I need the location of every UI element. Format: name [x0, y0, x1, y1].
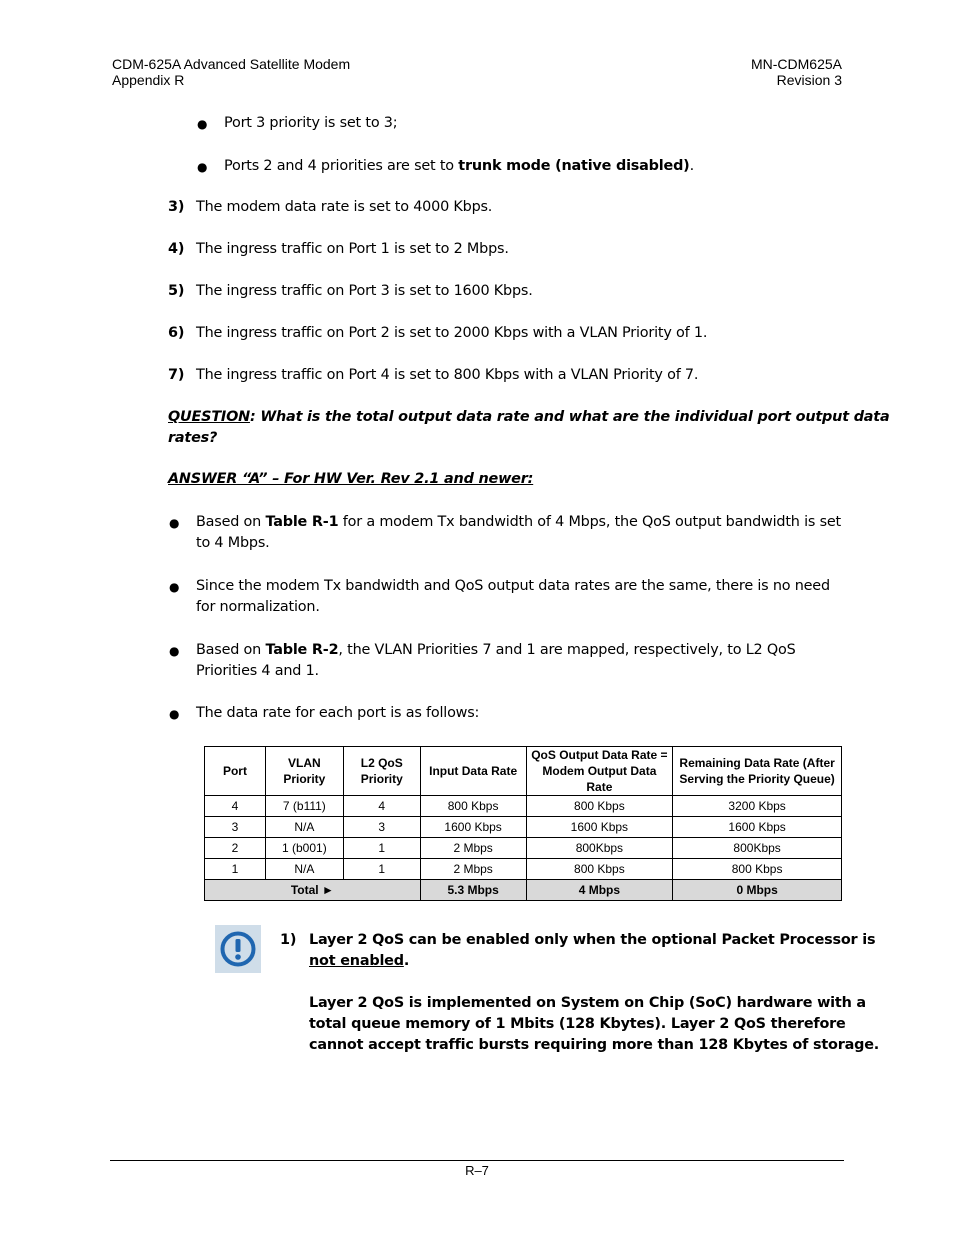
bullet-dot: ● — [169, 516, 180, 530]
answer-bullet-table-r2 — [196, 640, 796, 682]
cell-l2qos-priority: 1 — [343, 859, 420, 880]
col-header-vlan-priority: VLAN Priority — [265, 747, 343, 796]
bullet-text: Based on — [196, 514, 266, 530]
note-spacer — [309, 972, 879, 993]
bullet-dot: ● — [169, 644, 180, 658]
question-text: : What is the total output data rate and what are the individual port output data — [249, 409, 890, 425]
cell-vlan-priority: 1 (b001) — [265, 838, 343, 859]
step-number: 3) — [168, 199, 185, 215]
bullet-dot: ● — [197, 117, 208, 131]
bullet-text: . — [689, 158, 694, 174]
table-row — [205, 817, 842, 838]
cell-output-rate: 800 Kbps — [526, 859, 673, 880]
table-ref: Table R-1 — [265, 514, 339, 530]
cell-port: 4 — [205, 796, 266, 817]
answer-bullet-table-r1 — [196, 512, 841, 554]
page-number: R–7 — [465, 1163, 489, 1178]
total-input-rate: 5.3 Mbps — [420, 880, 526, 901]
table-row — [205, 838, 842, 859]
data-rate-table — [204, 746, 842, 901]
total-output-rate: 4 Mbps — [526, 880, 673, 901]
cell-remaining-rate: 800 Kbps — [673, 859, 842, 880]
step-number: 4) — [168, 241, 185, 257]
cell-output-rate: 1600 Kbps — [526, 817, 673, 838]
cell-port: 2 — [205, 838, 266, 859]
col-header-port: Port — [205, 747, 266, 796]
col-header-l2qos-priority: L2 QoS Priority — [343, 747, 420, 796]
total-remaining-rate: 0 Mbps — [673, 880, 842, 901]
note-text: . — [403, 953, 410, 969]
bullet-line — [196, 640, 796, 661]
question-line-1 — [168, 407, 890, 428]
bullet-line: Since the modem Tx bandwidth and QoS output data rates are the same, there is no need — [196, 578, 830, 594]
important-exclamation-icon-graphic — [215, 925, 261, 973]
bullet-line-2: to 4 Mbps. — [196, 535, 270, 551]
answer-heading: ANSWER “A” – For HW Ver. Rev 2.1 and newer: — [168, 471, 534, 487]
note-line: Layer 2 QoS can be enabled only when the optional Packet Processor is — [309, 932, 876, 948]
question — [168, 407, 890, 449]
cell-remaining-rate: 1600 Kbps — [673, 817, 842, 838]
step-text: The modem data rate is set to 4000 Kbps. — [196, 199, 493, 215]
cell-remaining-rate: 3200 Kbps — [673, 796, 842, 817]
cell-vlan-priority: N/A — [265, 817, 343, 838]
cell-l2qos-priority: 1 — [343, 838, 420, 859]
bullet-text: for a modem Tx bandwidth of 4 Mbps, the QoS output bandwidth is set — [338, 514, 841, 530]
note-line: total queue memory of 1 Mbits (128 Kbytes). Layer 2 QoS therefore — [309, 1016, 846, 1032]
cell-l2qos-priority: 4 — [343, 796, 420, 817]
bullet-text: Based on — [196, 642, 266, 658]
bullet-text: Ports 2 and 4 priorities are set to — [224, 158, 459, 174]
cell-input-rate: 800 Kbps — [420, 796, 526, 817]
note-line: Layer 2 QoS is implemented on System on Chip (SoC) hardware with a — [309, 995, 866, 1011]
question-line-2: rates? — [168, 430, 218, 446]
step-number: 7) — [168, 367, 185, 383]
bullet-dot: ● — [169, 707, 180, 721]
bullet-line-2: for normalization. — [196, 599, 320, 615]
footer-divider — [110, 1160, 844, 1161]
bullet-bold-text: trunk mode (native disabled) — [458, 158, 690, 174]
bullet-dot: ● — [197, 160, 208, 174]
step-number: 6) — [168, 325, 185, 341]
bullet-port3-priority: Port 3 priority is set to 3; — [224, 115, 398, 131]
header-appendix: Appendix R — [112, 72, 185, 88]
answer-bullet-data-rate: The data rate for each port is as follows: — [196, 705, 480, 721]
cell-input-rate: 2 Mbps — [420, 838, 526, 859]
step-7 — [168, 365, 698, 386]
step-text: The ingress traffic on Port 2 is set to 2000 Kbps with a VLAN Priority of 1. — [196, 325, 708, 341]
answer-bullet-normalization — [196, 576, 830, 618]
table-row — [205, 796, 842, 817]
cell-vlan-priority: 7 (b111) — [265, 796, 343, 817]
cell-remaining-rate: 800Kbps — [673, 838, 842, 859]
cell-input-rate: 1600 Kbps — [420, 817, 526, 838]
note-number: 1) — [280, 932, 297, 948]
note-line: cannot accept traffic bursts requiring more than 128 Kbytes of storage. — [309, 1037, 880, 1053]
cell-input-rate: 2 Mbps — [420, 859, 526, 880]
cell-output-rate: 800Kbps — [526, 838, 673, 859]
bullet-line — [196, 512, 841, 533]
step-text: The ingress traffic on Port 4 is set to 800 Kbps with a VLAN Priority of 7. — [196, 367, 699, 383]
step-5 — [168, 281, 533, 302]
step-3 — [168, 197, 492, 218]
table-total-row — [205, 880, 842, 901]
bullet-line-2: Priorities 4 and 1. — [196, 663, 319, 679]
total-label: Total ► — [205, 880, 421, 901]
col-header-input-rate: Input Data Rate — [420, 747, 526, 796]
note-body — [309, 930, 879, 1056]
cell-output-rate: 800 Kbps — [526, 796, 673, 817]
important-exclamation-icon — [215, 925, 261, 973]
step-number: 5) — [168, 283, 185, 299]
step-6 — [168, 323, 707, 344]
table-ref: Table R-2 — [265, 642, 339, 658]
step-4 — [168, 239, 509, 260]
col-header-remaining-rate: Remaining Data Rate (After Serving the Priority Queue) — [673, 747, 842, 796]
note-line — [309, 951, 879, 972]
cell-l2qos-priority: 3 — [343, 817, 420, 838]
step-text: The ingress traffic on Port 1 is set to 2 Mbps. — [196, 241, 509, 257]
table-row — [205, 859, 842, 880]
bullet-ports-trunk-mode — [224, 156, 694, 177]
step-text: The ingress traffic on Port 3 is set to 1600 Kbps. — [196, 283, 533, 299]
cell-vlan-priority: N/A — [265, 859, 343, 880]
header-doc-number: MN-CDM625A — [750, 56, 842, 72]
header-doc-title: CDM-625A Advanced Satellite Modem — [112, 56, 351, 72]
note-underlined-text: not enabled — [309, 953, 404, 969]
bullet-text: , the VLAN Priorities 7 and 1 are mapped, respectively, to L2 QoS — [338, 642, 796, 658]
table-header-row — [205, 747, 842, 796]
cell-port: 3 — [205, 817, 266, 838]
bullet-dot: ● — [169, 580, 180, 594]
col-header-output-rate: QoS Output Data Rate = Modem Output Data Rate — [526, 747, 673, 796]
header-revision: Revision 3 — [776, 72, 842, 88]
question-label: QUESTION — [168, 409, 250, 425]
cell-port: 1 — [205, 859, 266, 880]
